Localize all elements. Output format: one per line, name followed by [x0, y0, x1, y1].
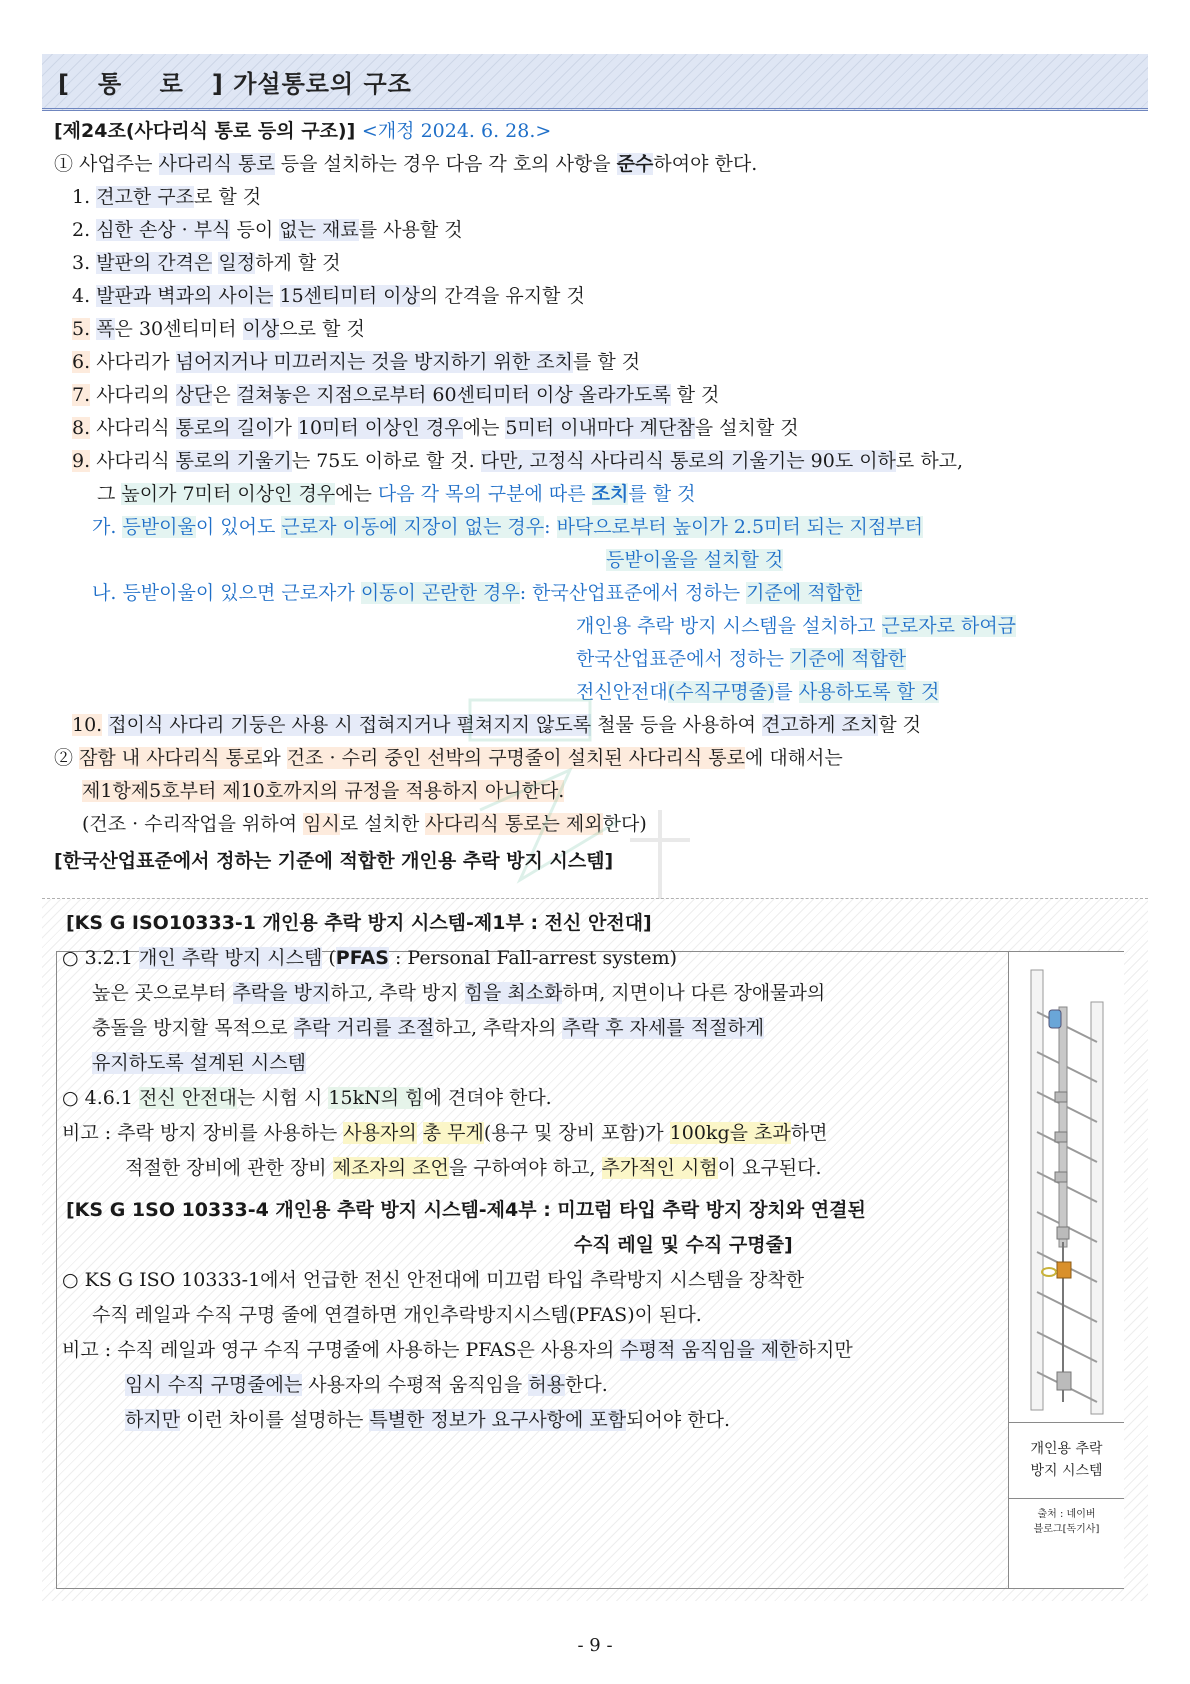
harness-requirement — [62, 1085, 552, 1111]
list-item — [72, 283, 585, 309]
source-line: 출처 : 네이버 — [1037, 1509, 1096, 1520]
text: 이 요구된다. — [717, 1157, 822, 1179]
article-title: [제24조(사다리식 통로 등의 구조)] — [54, 120, 356, 142]
text: 사다리의 — [96, 384, 176, 406]
note-2-cont — [125, 1372, 608, 1398]
text: 등받이울이 있으면 근로자가 — [122, 582, 361, 604]
list-item — [72, 250, 341, 276]
source-line: 블로그[독기사] — [1033, 1524, 1100, 1535]
text: 개인용 추락 방지 시스템을 설치하고 — [576, 615, 882, 637]
sub-item-ga-cont — [606, 547, 783, 573]
text: : 한국산업표준에서 정하는 — [519, 582, 747, 604]
list-item — [72, 448, 963, 474]
text: 하며, 지면이나 다른 장애물과의 — [562, 982, 826, 1004]
ks1-title: [KS G ISO10333-1 개인용 추락 방지 시스템-제1부 : 전신 안전대] — [66, 912, 652, 934]
source-divider — [1009, 1498, 1124, 1499]
text: 등이 — [230, 219, 280, 241]
text: 높은 곳으로부터 — [92, 982, 233, 1004]
highlight: 100kg을 초과 — [669, 1122, 791, 1144]
text: 을 구하여야 하고, — [448, 1157, 602, 1179]
sub-item-ga — [92, 514, 923, 540]
standards-heading: [한국산업표준에서 정하는 기준에 적합한 개인용 추락 방지 시스템] — [54, 850, 614, 872]
text: 전신안전대 — [576, 681, 668, 703]
highlight: 통로의 길이 — [175, 417, 274, 439]
text: 로 설치한 — [339, 813, 426, 835]
highlight: 특별한 정보가 요구사항에 포함 — [369, 1409, 627, 1431]
bullet-circle: ○ — [62, 947, 79, 969]
bullet-circle: ○ — [62, 1087, 79, 1109]
text: 은 — [212, 384, 237, 406]
text: 등을 설치하는 경우 다음 각 호의 사항을 — [274, 153, 617, 175]
highlight: 건조 · 수리 중인 선박의 구명줄이 설치된 사다리식 통로 — [286, 747, 745, 769]
text: (건조 · 수리작업을 위하여 — [82, 813, 304, 835]
text: 는 75도 이하로 할 것. — [291, 450, 481, 472]
text: 이런 차이를 설명하는 — [180, 1409, 370, 1431]
text: 한다) — [602, 813, 647, 835]
text — [417, 1122, 423, 1144]
bold-term: PFAS — [335, 947, 389, 969]
ks4-title-cont: 수직 레일 및 수직 구명줄] — [574, 1234, 793, 1256]
highlight: 기준에 적합한 — [746, 582, 863, 604]
text: 사용자의 수평적 움직임을 — [302, 1374, 529, 1396]
pfas-desc-line — [92, 1050, 306, 1076]
highlight: 사다리식 통로 — [158, 153, 275, 175]
text: 으로 할 것 — [279, 318, 365, 340]
text: 할 것 — [878, 714, 921, 736]
note-1-cont — [125, 1155, 822, 1181]
highlight: 힘을 최소화 — [464, 982, 563, 1004]
ladder-fall-arrest-image — [1019, 962, 1115, 1417]
list-item — [72, 349, 640, 375]
highlight: 근로자로 하여금 — [881, 615, 1017, 637]
text: 에는 — [335, 483, 378, 505]
item-number: 5. — [72, 318, 91, 340]
highlight: 근로자 이동에 지장이 없는 경우 — [281, 516, 545, 538]
text: 을 설치할 것 — [694, 417, 799, 439]
ks4-title: [KS G 1SO 10333-4 개인용 추락 방지 시스템-제4부 : 미끄럼 타입 추락 방지 장치와 연결된 — [66, 1199, 866, 1221]
sub-label: 가. — [92, 516, 123, 538]
highlight: 없는 재료 — [279, 219, 359, 241]
highlight: 추락 후 자세를 적절하게 — [562, 1017, 765, 1039]
text: 수직 레일과 영구 수직 구명줄에 사용하는 PFAS은 사용자의 — [117, 1339, 621, 1361]
text: 적절한 장비에 관한 장비 — [125, 1157, 333, 1179]
text: 하고, 추락자의 — [434, 1017, 563, 1039]
highlight: 임시 — [303, 813, 340, 835]
paragraph-2 — [54, 745, 843, 771]
item-number: 8. — [72, 417, 91, 439]
text: 하여야 한다. — [653, 153, 758, 175]
text: 그 — [97, 483, 122, 505]
paragraph-1 — [54, 151, 757, 177]
text: 는 시험 시 — [236, 1087, 329, 1109]
text: 가 — [273, 417, 298, 439]
highlight: 바닥으로부터 높이가 2.5미터 되는 지점부터 — [556, 516, 923, 538]
highlight: 제1항제5호부터 제10호까지의 규정을 적용하지 아니한다. — [82, 780, 565, 802]
text: 충돌을 방지할 목적으로 — [92, 1017, 294, 1039]
text: 사다리식 — [96, 417, 176, 439]
ks4-paragraph-cont: 수직 레일과 수직 구명 줄에 연결하면 개인추락방지시스템(PFAS)이 된다. — [92, 1304, 702, 1326]
highlight: 하지만 — [125, 1409, 181, 1431]
item-number: 1. — [72, 186, 91, 208]
sub-label: 나. — [92, 582, 123, 604]
caption-line: 방지 시스템 — [1030, 1463, 1103, 1479]
text: ( — [322, 947, 336, 969]
highlight: 높이가 7미터 이상인 경우 — [121, 483, 336, 505]
text: 하면 — [790, 1122, 828, 1144]
figure-caption — [1009, 1438, 1124, 1482]
text: 에는 — [462, 417, 506, 439]
highlight: 견고한 구조 — [96, 186, 194, 208]
highlight: 발판과 벽과의 사이는 — [96, 285, 274, 307]
text: 로 하고, — [895, 450, 964, 472]
highlight: 등받이울을 설치할 것 — [606, 549, 784, 571]
text: 할 것 — [670, 384, 720, 406]
note-1 — [62, 1120, 827, 1146]
page-number: - 9 - — [577, 1635, 613, 1656]
text — [273, 285, 279, 307]
note-2 — [62, 1337, 853, 1363]
highlight: 기준에 적합한 — [789, 648, 907, 670]
clause-number: 4.6.1 — [78, 1087, 140, 1109]
highlight: 발판의 간격은 — [96, 252, 213, 274]
page-title: [ 통 로 ] 가설통로의 구조 — [58, 70, 412, 98]
text: : Personal Fall-arrest system) — [388, 947, 678, 969]
highlight: 임시 수직 구명줄에는 — [125, 1374, 303, 1396]
highlight: 잠함 내 사다리식 통로 — [79, 747, 263, 769]
text: 한다. — [565, 1374, 608, 1396]
highlight: 넘어지거나 미끄러지는 것을 방지하기 위한 조치 — [175, 351, 573, 373]
pfas-desc-line — [92, 1015, 764, 1041]
highlight: 통로의 기울기 — [175, 450, 292, 472]
text: 와 — [262, 747, 287, 769]
highlight: 걸쳐놓은 지점으로부터 60센티미터 이상 올라가도록 — [236, 384, 671, 406]
blue-text: 다음 각 목의 구분에 따른 — [377, 483, 592, 505]
text: 이 있어도 — [195, 516, 282, 538]
text: 의 간격을 유지할 것 — [419, 285, 585, 307]
highlight: 개인 추락 방지 시스템 — [139, 947, 323, 969]
caption-divider — [1009, 1422, 1124, 1423]
clause-number: 3.2.1 — [78, 947, 140, 969]
circled-2: ② — [54, 747, 74, 769]
sub-item-na-cont — [576, 613, 1016, 639]
highlight: 폭 — [96, 318, 115, 340]
highlight: 일정 — [218, 252, 256, 274]
item-number: 4. — [72, 285, 91, 307]
caption-line: 개인용 추락 — [1030, 1441, 1103, 1457]
text: 되어야 한다. — [626, 1409, 731, 1431]
highlight: 등받이울 — [122, 516, 196, 538]
highlight: 15kN의 힘 — [328, 1087, 424, 1109]
text: 하게 할 것 — [255, 252, 341, 274]
item9-continuation — [97, 481, 696, 507]
text: : — [544, 516, 557, 538]
blue-text: 를 할 것 — [628, 483, 696, 505]
text: 추락 방지 장비를 사용하는 — [117, 1122, 344, 1144]
figure-column — [1008, 952, 1124, 1588]
highlight: 추락 거리를 조절 — [293, 1017, 435, 1039]
note-2-cont — [125, 1407, 730, 1433]
highlight: 접이식 사다리 기둥은 사용 시 — [108, 714, 359, 736]
highlight: 추가적인 시험 — [601, 1157, 718, 1179]
highlight: 견고하게 조치 — [762, 714, 879, 736]
section-header-bar — [42, 54, 1148, 111]
article-heading — [54, 118, 551, 144]
text: 하고, 추락 방지 — [330, 982, 465, 1004]
highlight: (수직구명줄) — [667, 681, 775, 703]
highlight: 이상 — [242, 318, 280, 340]
ks4-paragraph: ○ KS G ISO 10333-1에서 언급한 전신 안전대에 미끄럼 타입 추락방지 시스템을 장착한 — [62, 1269, 805, 1291]
highlight: 사용자의 — [343, 1122, 417, 1144]
highlight: 사용하도록 할 것 — [798, 681, 940, 703]
list-item — [72, 415, 799, 441]
text: 한국산업표준에서 정하는 — [576, 648, 790, 670]
item-number: 2. — [72, 219, 91, 241]
text: 사업주는 — [73, 153, 159, 175]
circled-1: ① — [54, 153, 74, 175]
list-item — [72, 217, 463, 243]
text: 를 — [774, 681, 799, 703]
highlight: 심한 손상 · 부식 — [96, 219, 231, 241]
pfas-desc-line — [92, 980, 825, 1006]
note-label: 비고 : — [62, 1339, 118, 1361]
text: 철물 등을 사용하여 — [591, 714, 763, 736]
highlight: 제조자의 조언 — [332, 1157, 449, 1179]
highlight: 유지하도록 설계된 시스템 — [92, 1052, 306, 1074]
highlight: 허용 — [528, 1374, 566, 1396]
highlight: 다만, 고정식 사다리식 통로의 기울기는 90도 이하 — [480, 450, 896, 472]
highlight: 추락을 방지 — [232, 982, 331, 1004]
sub-item-na — [92, 580, 862, 606]
highlight: 상단 — [175, 384, 213, 406]
text: 를 사용할 것 — [358, 219, 463, 241]
text: 를 할 것 — [572, 351, 641, 373]
text: 하지만 — [797, 1339, 853, 1361]
text: 사다리식 — [96, 450, 176, 472]
text: 에 대해서는 — [744, 747, 843, 769]
bold-term: 조치 — [591, 483, 629, 505]
bold-term: 준수 — [616, 153, 654, 175]
sub-item-na-cont — [576, 646, 906, 672]
highlight: 사다리식 통로는 제외 — [425, 813, 603, 835]
text: 사다리가 — [96, 351, 176, 373]
highlight: 접혀지거나 펼쳐지지 않도록 — [358, 714, 592, 736]
item-number: 9. — [72, 450, 91, 472]
text: (용구 및 장비 포함)가 — [483, 1122, 670, 1144]
item-number: 10. — [72, 714, 103, 736]
highlight: 10미터 이상인 경우 — [297, 417, 463, 439]
item-number: 7. — [72, 384, 91, 406]
amendment-date: <개정 2024. 6. 28.> — [361, 120, 552, 142]
list-item — [72, 316, 365, 342]
highlight: 15센티미터 이상 — [279, 285, 420, 307]
highlight: 전신 안전대 — [139, 1087, 237, 1109]
item-number: 6. — [72, 351, 91, 373]
list-item — [72, 184, 261, 210]
highlight: 5미터 이내마다 계단참 — [505, 417, 695, 439]
text: 에 견뎌야 한다. — [423, 1087, 552, 1109]
highlight: 이동이 곤란한 경우 — [360, 582, 520, 604]
list-item — [72, 382, 719, 408]
figure-source — [1009, 1507, 1124, 1537]
highlight: 수평적 움직임을 제한 — [620, 1339, 798, 1361]
note-label: 비고 : — [62, 1122, 118, 1144]
pfas-definition — [62, 945, 677, 971]
text: 로 할 것 — [194, 186, 262, 208]
highlight: 총 무게 — [422, 1122, 484, 1144]
item-number: 3. — [72, 252, 91, 274]
text: 은 30센티미터 — [114, 318, 243, 340]
